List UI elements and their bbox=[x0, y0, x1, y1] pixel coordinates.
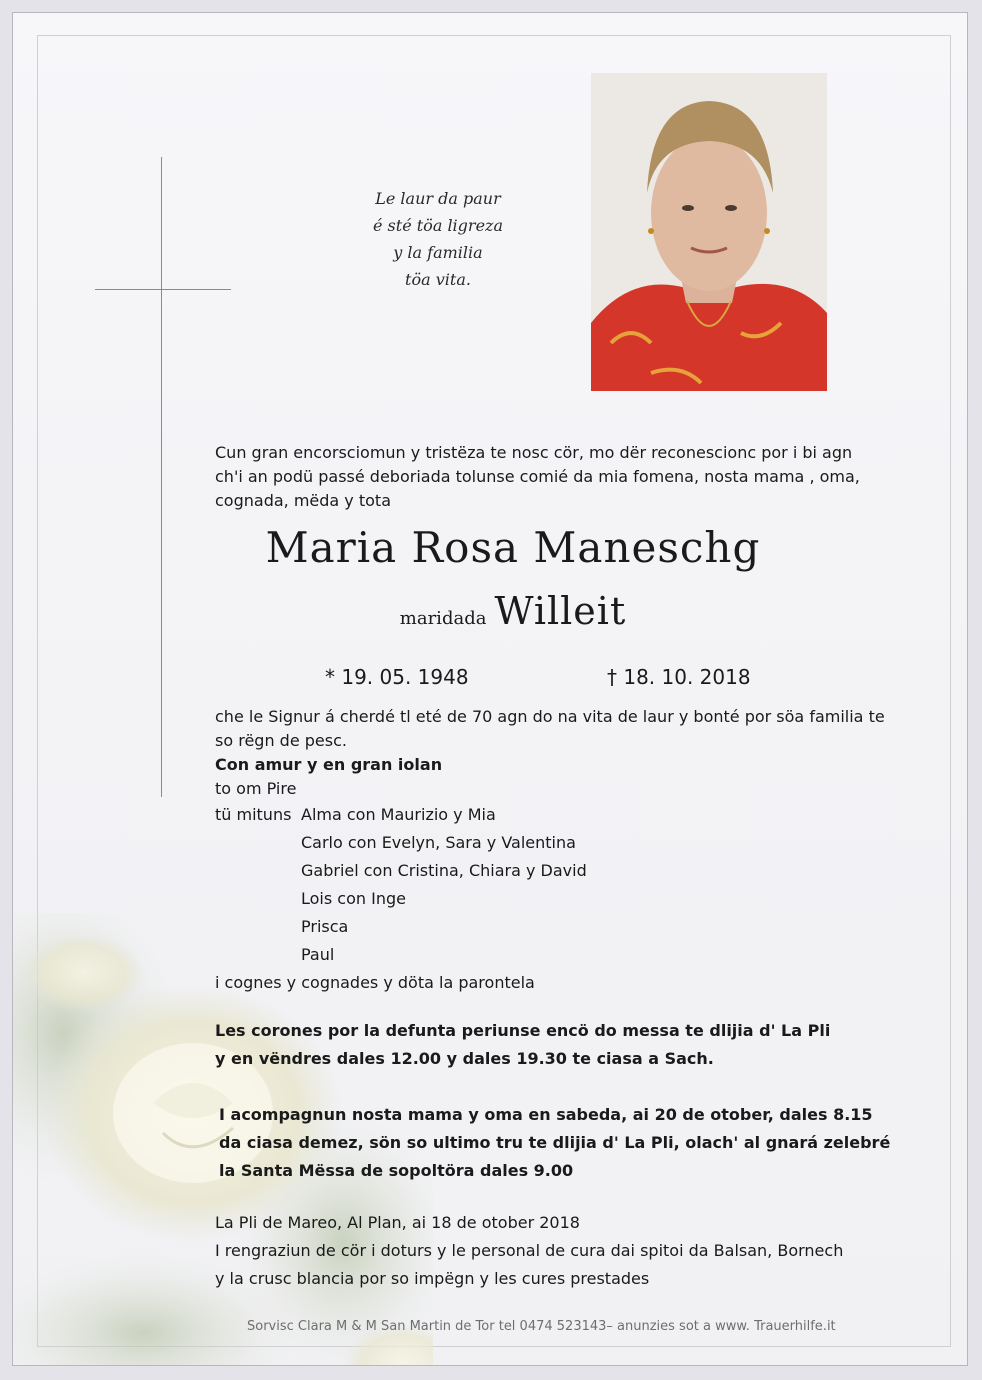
body-line: so rëgn de pesc. bbox=[215, 731, 347, 750]
family-child: Prisca bbox=[301, 917, 349, 936]
closing-line: I rengraziun de cör i doturs y le personal de cura dai spitoi da Balsan, Bornech bbox=[215, 1241, 844, 1260]
footer-credit: Sorvisc Clara M & M San Martin de Tor tel 0474 523143– anunzies sot a www. Trauerhilfe.it bbox=[247, 1319, 836, 1334]
closing-line: y la crusc blancia por so impëgn y les cures prestades bbox=[215, 1269, 650, 1288]
family-child: Carlo con Evelyn, Sara y Valentina bbox=[301, 833, 576, 852]
portrait-photo bbox=[591, 73, 827, 391]
family-heading: Con amur y en gran iolan bbox=[215, 755, 443, 774]
funeral-line: I acompagnun nosta mama y oma en sabeda, ai 20 de otober, dales 8.15 bbox=[219, 1105, 873, 1124]
married-name bbox=[163, 589, 863, 633]
married-surname: Willeit bbox=[494, 589, 627, 633]
birth-date: * 19. 05. 1948 bbox=[325, 665, 469, 689]
closing-line: La Pli de Mareo, Al Plan, ai 18 de otober 2018 bbox=[215, 1213, 580, 1232]
family-children-label: tü mituns bbox=[215, 805, 292, 824]
corones-line: y en vëndres dales 12.00 y dales 19.30 te ciasa a Sach. bbox=[215, 1049, 714, 1068]
funeral-line: la Santa Mëssa de sopoltöra dales 9.00 bbox=[219, 1161, 574, 1180]
obituary-sheet bbox=[12, 12, 968, 1366]
family-child: Lois con Inge bbox=[301, 889, 406, 908]
poem-line: é sté töa ligreza bbox=[373, 216, 503, 235]
body-line: che le Signur á cherdé tl eté de 70 agn do na vita de laur y bonté por söa familia te bbox=[215, 707, 885, 726]
married-prefix: maridada bbox=[399, 608, 487, 629]
intro-line: Cun gran encorsciomun y tristëza te nosc cör, mo dër reconescionc por i bi agn bbox=[215, 443, 853, 462]
death-date: † 18. 10. 2018 bbox=[607, 665, 751, 689]
poem-line: Le laur da paur bbox=[375, 189, 501, 208]
family-husband: to om Pire bbox=[215, 779, 297, 798]
family-relatives: i cognes y cognades y döta la parontela bbox=[215, 973, 535, 992]
poem-line: töa vita. bbox=[405, 270, 471, 289]
family-child: Gabriel con Cristina, Chiara y David bbox=[301, 861, 587, 880]
poem bbox=[333, 185, 543, 293]
poem-line: y la familia bbox=[393, 243, 483, 262]
intro-line: cognada, mëda y tota bbox=[215, 491, 391, 510]
intro-paragraph bbox=[215, 441, 875, 513]
family-child: Paul bbox=[301, 945, 335, 964]
family-child: Alma con Maurizio y Mia bbox=[301, 805, 496, 824]
deceased-name: Maria Rosa Maneschg bbox=[265, 523, 761, 572]
funeral-line: da ciasa demez, sön so ultimo tru te dlijia d' La Pli, olach' al gnará zelebré bbox=[219, 1133, 891, 1152]
cross-vertical-line bbox=[161, 157, 162, 797]
cross-horizontal-line bbox=[95, 289, 231, 290]
intro-line: ch'i an podü passé deboriada tolunse comié da mia fomena, nosta mama , oma, bbox=[215, 467, 860, 486]
corones-line: Les corones por la defunta periunse encö do messa te dlijia d' La Pli bbox=[215, 1021, 831, 1040]
